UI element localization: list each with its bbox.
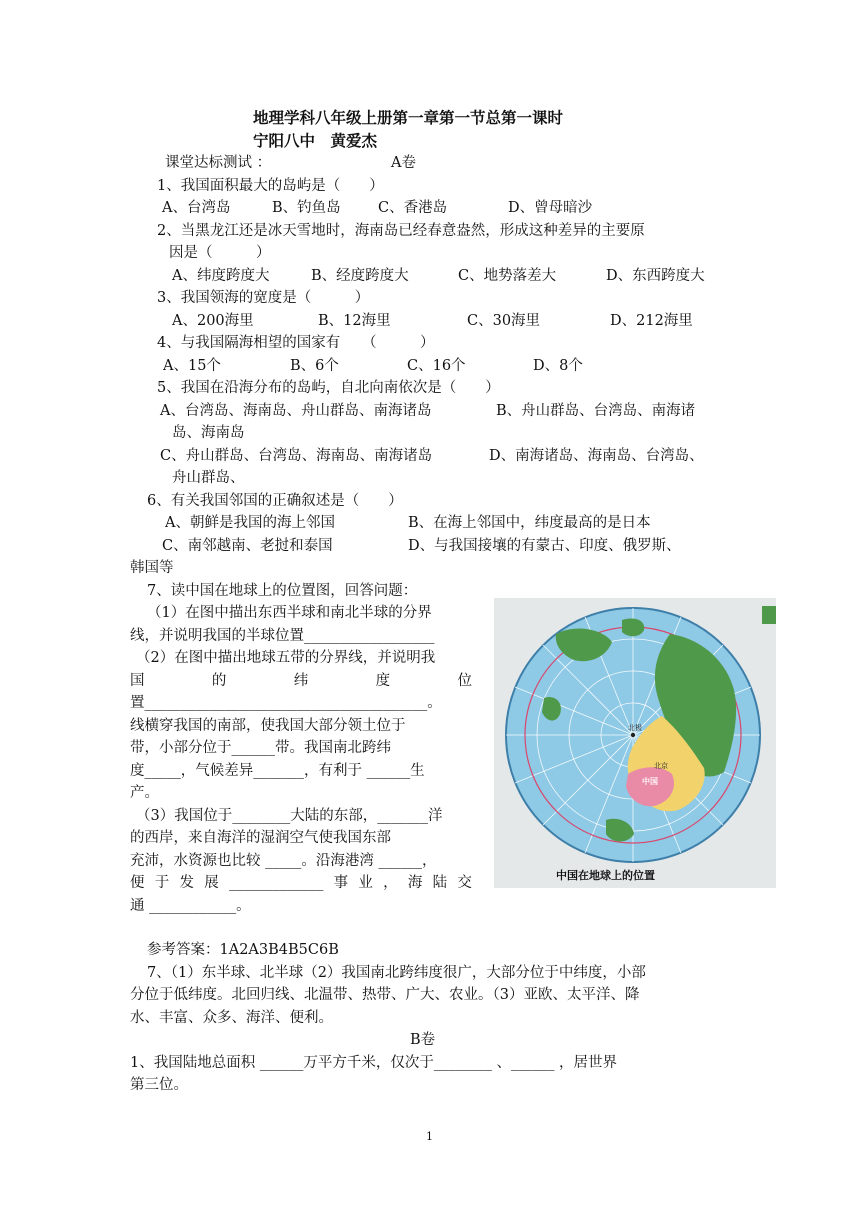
q5-option-d-cont: 舟山群岛、 <box>172 470 245 486</box>
word: 事 <box>333 875 349 891</box>
q7-part-1-line-2: 线，并说明我国的半球位置__________________ <box>130 628 435 644</box>
word: 于 <box>154 875 170 891</box>
q5-option-d: D、南海诸岛、海南岛、台湾岛、 <box>489 448 704 464</box>
q7-part-3-line-2: 的西岸，来自海洋的湿润空气使我国东部 <box>130 830 391 846</box>
word: 纬 <box>293 673 309 689</box>
answers-label: 参考答案：1A2A3B4B5C6B <box>147 942 339 958</box>
q7-part-2-line-3: 置_______________________________________。 <box>130 695 442 711</box>
q4-option-d: D、8个 <box>533 358 583 374</box>
page-title: 地理学科八年级上册第一章第一节总第一课时 <box>253 108 564 127</box>
q7-part-2-line-6: 度_____，气候差异_______，有利于 ______生 <box>130 763 425 779</box>
answers-line-1: 7、（1）东半球、北半球（2）我国南北跨纬度很广，大部分位于中纬度，小部 <box>147 965 646 981</box>
word: _____________ <box>229 875 324 891</box>
question-2: 2、当黑龙江还是冰天雪地时，海南岛已经春意盎然，形成这种差异的主要原 <box>157 223 645 239</box>
word: 交 <box>457 875 472 891</box>
q7-part-2-line-7: 产。 <box>130 785 159 801</box>
q5-option-c: C、舟山群岛、台湾岛、海南岛、南海诸岛 <box>160 448 433 464</box>
word: 发 <box>179 875 195 891</box>
question-7: 7、读中国在地球上的位置图，回答问题： <box>147 583 418 599</box>
q5-option-a: A、台湾岛、海南岛、舟山群岛、南海诸岛 <box>160 403 432 419</box>
q3-option-a: A、200海里 <box>172 313 254 329</box>
q1-option-b: B、钓鱼岛 <box>272 200 341 216</box>
q6-option-c: C、南邻越南、老挝和泰国 <box>162 538 333 554</box>
map-label-pole: 北极 <box>628 724 642 732</box>
question-5: 5、我国在沿海分布的岛屿，自北向南依次是（ ） <box>157 380 500 396</box>
word: 便 <box>130 875 145 891</box>
q2-option-b: B、经度跨度大 <box>311 268 409 284</box>
word: 度 <box>375 673 391 689</box>
word: 海 <box>407 875 423 891</box>
q7-part-3: （3）我国位于________大陆的东部，_______洋 <box>136 808 443 824</box>
q6-option-d: D、与我国接壤的有蒙古、印度、俄罗斯、 <box>408 538 681 554</box>
b-question-1: 1、我国陆地总面积 ______万平方千米，仅次于________ 、______ ，居世界 <box>130 1055 618 1071</box>
q6-option-a: A、朝鲜是我国的海上邻国 <box>165 515 335 531</box>
map-label-china: 中国 <box>642 777 658 786</box>
word: 业 <box>358 875 373 891</box>
word: ， <box>383 875 398 891</box>
question-6: 6、有关我国邻国的正确叙述是（ ） <box>147 493 403 509</box>
q7-part-2-line-4: 线横穿我国的南部，使我国大部分领土位于 <box>130 718 406 734</box>
q6-option-b: B、在海上邻国中，纬度最高的是日本 <box>408 515 651 531</box>
map-corner-tab <box>762 606 776 624</box>
q7-part-1: （1）在图中描出东西半球和南北半球的分界 <box>147 605 432 621</box>
author-line: 宁阳八中 黄爱杰 <box>253 131 378 150</box>
china-position-map <box>494 598 776 888</box>
q7-part-2-line-2 <box>130 671 472 691</box>
section-a-volume: A卷 <box>391 155 416 171</box>
answers-line-3: 水、丰富、众多、海洋、便利。 <box>130 1010 333 1026</box>
word: 陆 <box>432 875 448 891</box>
b-question-1-cont: 第三位。 <box>130 1077 188 1093</box>
q3-option-b: B、12海里 <box>318 313 391 329</box>
page-number: 1 <box>426 1130 433 1143</box>
q4-option-b: B、6个 <box>290 358 339 374</box>
section-b-volume: B卷 <box>410 1032 436 1048</box>
q3-option-c: C、30海里 <box>467 313 541 329</box>
question-1: 1、我国面积最大的岛屿是（ ） <box>157 178 384 194</box>
q5-option-b-cont: 岛、海南岛 <box>172 425 245 441</box>
map-svg <box>494 598 776 888</box>
q2-option-a: A、纬度跨度大 <box>172 268 270 284</box>
word: 国 <box>130 673 145 689</box>
question-4: 4、与我国隔海相望的国家有 （ ） <box>157 335 435 351</box>
q2-option-c: C、地势落差大 <box>458 268 557 284</box>
q1-option-a: A、台湾岛 <box>162 200 231 216</box>
word: 展 <box>204 875 219 891</box>
q3-option-d: D、212海里 <box>610 313 693 329</box>
map-caption: 中国在地球上的位置 <box>556 869 655 882</box>
answers-line-2: 分位于低纬度。北回归线、北温带、热带、广大、农业。（3）亚欧、太平洋、降 <box>130 987 640 1003</box>
q1-option-d: D、曾母暗沙 <box>508 200 593 216</box>
north-pole-marker <box>631 733 635 737</box>
question-3: 3、我国领海的宽度是（ ） <box>157 290 370 306</box>
q7-part-3-line-5: 通 ____________。 <box>130 898 251 914</box>
word: 位 <box>457 673 472 689</box>
q7-part-2-line-5: 带，小部分位于______带。我国南北跨纬 <box>130 740 391 756</box>
q6-option-d-cont: 韩国等 <box>130 560 174 576</box>
q4-option-c: C、16个 <box>407 358 466 374</box>
q1-option-c: C、香港岛 <box>378 200 448 216</box>
word: 的 <box>211 673 227 689</box>
q7-part-3-line-3: 充沛，水资源也比较 _____。沿海港湾 ______， <box>130 853 437 869</box>
q4-option-a: A、15个 <box>163 358 221 374</box>
q2-option-d: D、东西跨度大 <box>606 268 705 284</box>
q7-part-2: （2）在图中描出地球五带的分界线，并说明我 <box>136 650 436 666</box>
map-label-beijing: 北京 <box>654 762 668 770</box>
q5-option-b: B、舟山群岛、台湾岛、南海诸 <box>496 403 696 419</box>
section-a-label: 课堂达标测试 ： <box>165 155 272 171</box>
question-2-cont: 因是（ ） <box>169 245 271 261</box>
q7-part-3-line-4 <box>130 873 472 893</box>
